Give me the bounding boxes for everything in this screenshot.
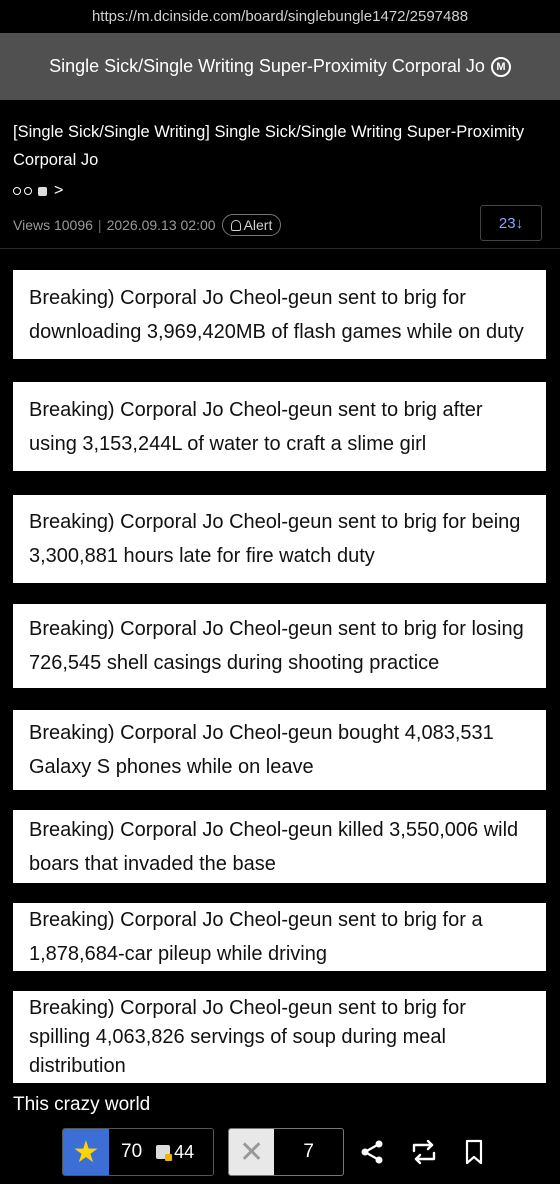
headline-box (13, 382, 546, 471)
post-meta (13, 212, 281, 238)
headline-text: Breaking) Corporal Jo Cheol-geun sent to brig for losing 726,545 shell casings during shooting practice (29, 618, 524, 674)
repost-icon[interactable] (408, 1136, 440, 1168)
alert-label: Alert (243, 217, 273, 233)
headline-box (13, 903, 546, 971)
nickname-circle-icon (13, 187, 21, 195)
upvote-count: 70 (121, 1141, 143, 1162)
user-badge-icon (38, 187, 47, 196)
post-title: [Single Sick/Single Writing] Single Sick/Single Writing Super-Proximity Corporal Jo (13, 123, 525, 169)
fixed-upvote-count: 44 (174, 1141, 195, 1162)
headline-text: Breaking) Corporal Jo Cheol-geun killed 3,550,006 wild boars that invaded the base (29, 818, 519, 875)
headline-text: Breaking) Corporal Jo Cheol-geun sent to brig after using 3,153,244L of water to craft a slime girl (29, 398, 483, 455)
share-icon[interactable] (356, 1136, 388, 1168)
headline-box (13, 495, 546, 583)
fixed-user-icon (156, 1145, 170, 1159)
headline-text: Breaking) Corporal Jo Cheol-geun sent to brig for a 1,878,684-car pileup while driving (29, 909, 483, 965)
headline-box (13, 604, 546, 688)
address-bar[interactable] (0, 0, 560, 33)
bell-icon (231, 220, 241, 231)
meta-separator: | (97, 217, 102, 233)
fixed-upvote (156, 1142, 194, 1163)
header-divider (0, 248, 560, 249)
comment-count-button[interactable]: 23↓ (480, 205, 542, 241)
headline-text: Breaking) Corporal Jo Cheol-geun sent to brig for downloading 3,969,420MB of flash games while on duty (29, 286, 524, 343)
upvote-button[interactable] (62, 1128, 214, 1176)
author-info[interactable] (13, 180, 63, 202)
headline-box (13, 270, 546, 359)
view-count: Views 10096 (13, 217, 93, 233)
star-icon: ★ (63, 1129, 109, 1175)
close-icon: ✕ (229, 1129, 274, 1175)
headline-box (13, 710, 546, 790)
headline-text: Breaking) Corporal Jo Cheol-geun bought 4,083,531 Galaxy S phones while on leave (29, 722, 494, 778)
downvote-count: 7 (303, 1141, 314, 1162)
headline-text: Breaking) Corporal Jo Cheol-geun sent to brig for being 3,300,881 hours late for fire watch duty (29, 511, 521, 567)
url-text: https://m.dcinside.com/board/singlebungle1472/2597488 (91, 8, 469, 25)
headline-box (13, 810, 546, 883)
headline-box (13, 991, 546, 1083)
gallery-title[interactable]: Single Sick/Single Writing Super-Proximity Corporal Jo (49, 56, 485, 76)
alert-button[interactable] (222, 214, 282, 236)
bookmark-icon[interactable] (458, 1136, 490, 1168)
headline-text: Breaking) Corporal Jo Cheol-geun sent to brig for spilling 4,063,826 servings of soup during meal distribution (29, 996, 466, 1077)
chevron-right-icon[interactable]: > (54, 182, 64, 199)
minor-gallery-badge-icon: M (491, 57, 511, 77)
gallery-header[interactable] (0, 33, 560, 100)
post-body-footer: This crazy world (13, 1094, 151, 1115)
nickname-circle-icon (24, 187, 32, 195)
downvote-button[interactable] (228, 1128, 344, 1176)
post-datetime: 2026.09.13 02:00 (106, 217, 216, 233)
